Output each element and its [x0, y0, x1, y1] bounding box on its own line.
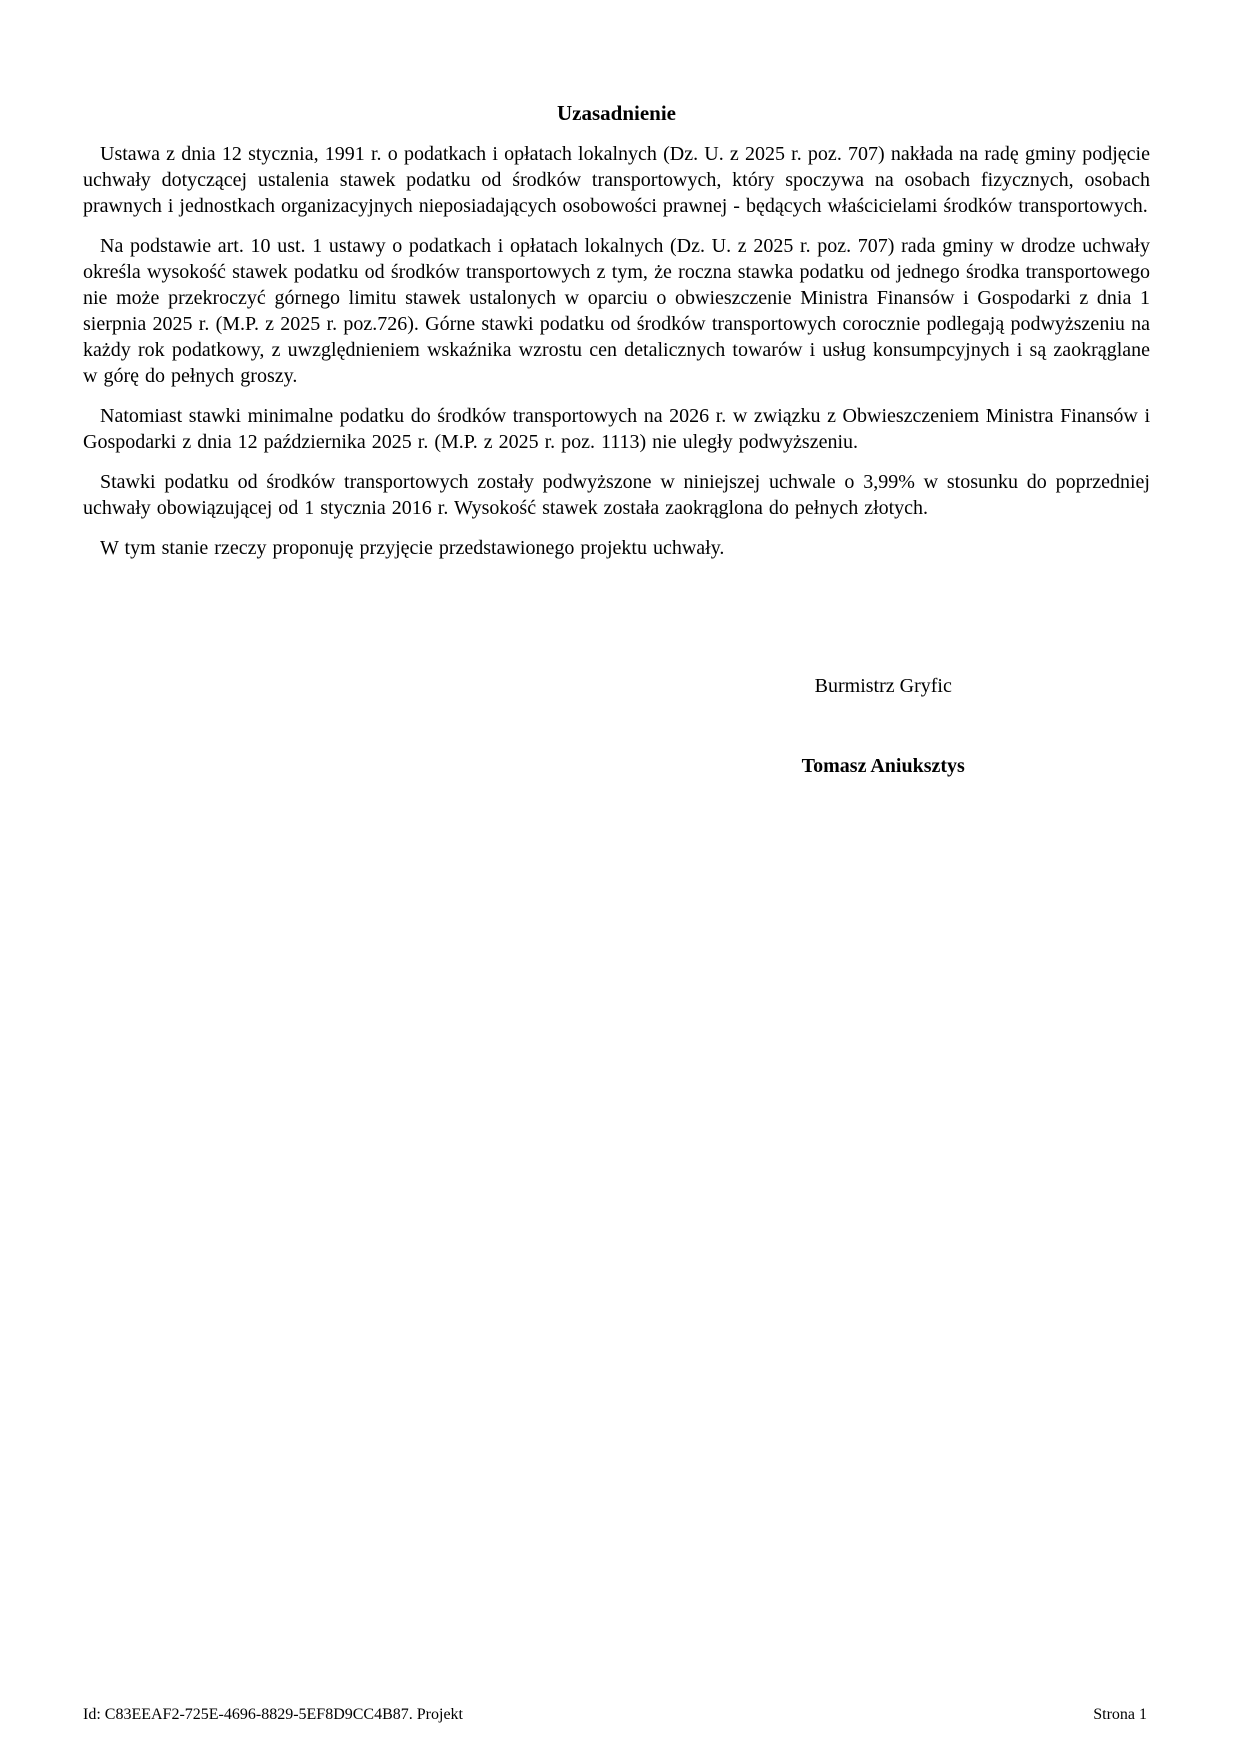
- signature-name: Tomasz Aniuksztys: [801, 755, 965, 777]
- paragraph-rate-limits: Na podstawie art. 10 ust. 1 ustawy o podatkach i opłatach lokalnych (Dz. U. z 2025 r. poz. 707) rada gminy w drodze uchwały określa wysokość stawek podatku od środków transportowych z tym, że roczna stawka podatku od jednego środka transportowego nie może przekroczyć górnego limitu stawek ustalonych w oparciu o obwieszczenie Ministra Finansów i Gospodarki z dnia 1 sierpnia 2025 r. (M.P. z 2025 r. poz.726). Górne stawki podatku od środków transportowych corocznie podlegają podwyższeniu na każdy rok podatkowy, z uwzględnieniem wskaźnika wzrostu cen detalicznych towarów i usług konsumpcyjnych i są zaokrąglane w górę do pełnych groszy.: [83, 235, 1150, 387]
- document-title: Uzasadnienie: [556, 101, 676, 125]
- signature-block: [617, 673, 1151, 779]
- paragraph-conclusion: W tym stanie rzeczy proponuję przyjęcie przedstawionego projektu uchwały.: [100, 537, 725, 559]
- paragraph-legal-basis: Ustawa z dnia 12 stycznia, 1991 r. o podatkach i opłatach lokalnych (Dz. U. z 2025 r. poz. 707) nakłada na radę gminy podjęcie uchwały dotyczącej ustalenia stawek podatku od środków transportowych, który spoczywa na osobach fizycznych, osobach prawnych i jednostkach organizacyjnych nieposiadających osobowości prawnej - będących właścicielami środków transportowych.: [83, 143, 1150, 217]
- page-footer: [83, 1705, 1147, 1725]
- signature-role: Burmistrz Gryfic: [814, 675, 952, 697]
- footer-page-number: Strona 1: [1093, 1706, 1147, 1723]
- paragraph-rate-increase: Stawki podatku od środków transportowych zostały podwyższone w niniejszej uchwale o 3,99% w stosunku do poprzedniej uchwały obowiązującej od 1 stycznia 2016 r. Wysokość stawek została zaokrąglona do pełnych złotych.: [83, 471, 1150, 519]
- footer-doc-id: Id: C83EEAF2-725E-4696-8829-5EF8D9CC4B87. Projekt: [83, 1706, 463, 1723]
- paragraph-minimum-rates: Natomiast stawki minimalne podatku do środków transportowych na 2026 r. w związku z Obwieszczeniem Ministra Finansów i Gospodarki z dnia 12 października 2025 r. (M.P. z 2025 r. poz. 1113) nie uległy podwyższeniu.: [83, 405, 1150, 453]
